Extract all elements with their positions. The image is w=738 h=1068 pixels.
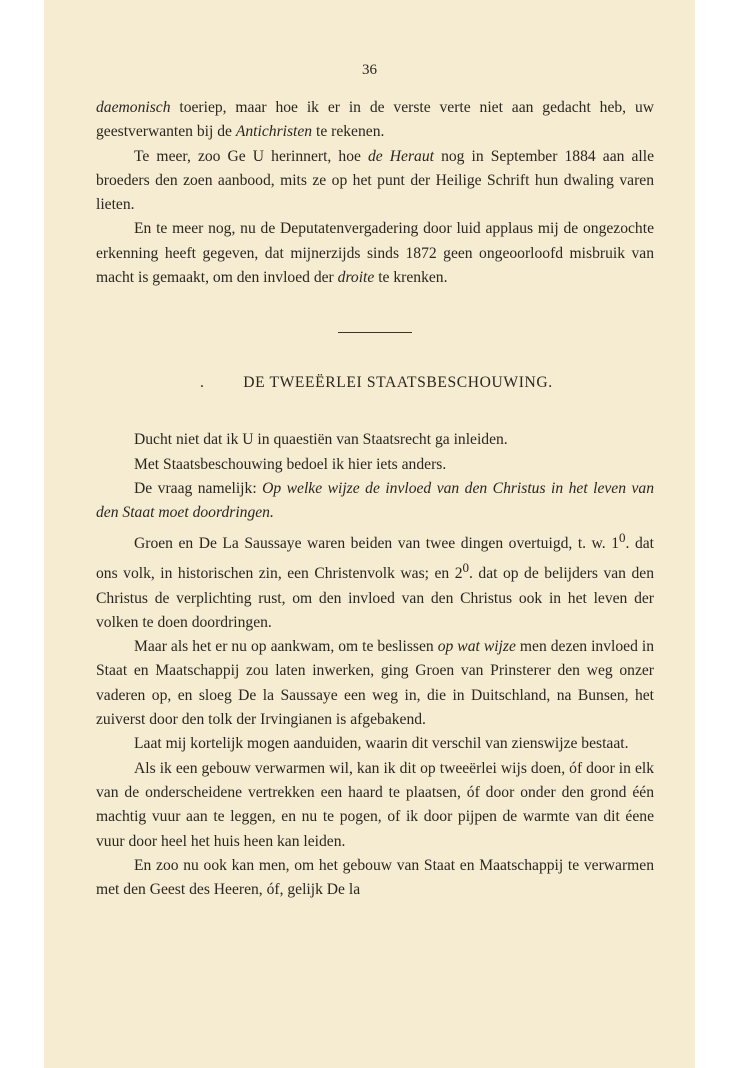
heading-title: DE TWEEËRLEI STAATSBESCHOUWING. <box>243 374 553 392</box>
text-run: nog in September 1884 aan alle broeders den zoen aanbood, mits ze op het punt der Heilige Schrift hun dwaling varen lieten. <box>96 147 654 214</box>
text-run: Te meer, zoo Ge U herinnert, hoe <box>134 147 368 165</box>
paragraph <box>96 145 654 218</box>
section-divider <box>338 332 412 333</box>
paragraph <box>96 635 654 732</box>
page-number: 36 <box>362 62 377 78</box>
text-run: toeriep, maar hoe ik er in de verste verte niet aan gedacht heb, uw geestverwanten bij de <box>96 99 654 141</box>
section-heading <box>96 371 654 395</box>
text-run: te rekenen. <box>312 123 385 141</box>
text-run: Groen en De La Saussaye waren beiden van twee dingen overtuigd, t. w. 1 <box>134 534 620 552</box>
italic-term: de Heraut <box>368 147 434 165</box>
text-run: . dat ons volk, in historischen zin, een Christenvolk was; en 2 <box>96 534 654 583</box>
paragraph <box>96 477 654 526</box>
italic-term: op wat wijze <box>437 638 516 656</box>
book-page <box>44 0 695 1068</box>
paragraph: Laat mij kortelijk mogen aanduiden, waarin dit verschil van zienswijze bestaat. <box>134 735 629 753</box>
italic-question: Op welke wijze de invloed van den Christus in het leven van den Staat moet doordringen. <box>96 479 655 522</box>
paragraph: Ducht niet dat ik U in quaestiën van Staatsrecht ga inleiden. <box>134 431 508 449</box>
text-run: . dat op de belijders van den Christus de verplichting rust, om den invloed van den Christus ook in het leven der volken te doen doordringen. <box>96 565 654 631</box>
text-run: De vraag namelijk: <box>134 479 263 497</box>
paragraph <box>96 217 654 290</box>
heading-dot: . <box>200 374 205 392</box>
superscript: 0 <box>462 560 470 576</box>
page-body <box>96 96 654 902</box>
text-run: En te meer nog, nu de Deputatenvergadering door luid applaus mij de ongezochte erkenning heeft gegeven, dat mijnerzijds sinds 1872 geen ongeoorloofd misbruik van macht is gemaakt, om den invloed der <box>96 220 654 287</box>
text-run: Maar als het er nu op aankwam, om te beslissen <box>134 638 438 656</box>
superscript: 0 <box>619 529 626 545</box>
text-run: men dezen invloed in Staat en Maatschappij zou laten inwerken, ging Groen van Prinsterer den weg onzer vaderen op, en sloeg De la Saussaye een weg in, die in Duitschland, na Bunsen, het zuiverst door den tolk der Irvingianen is afgebakend. <box>96 638 654 729</box>
paragraph: Met Staatsbeschouwing bedoel ik hier iets anders. <box>134 455 447 473</box>
italic-term: daemonisch <box>96 99 171 116</box>
paragraph <box>96 526 654 636</box>
paragraph: En zoo nu ook kan men, om het gebouw van Staat en Maatschappij te verwarmen met den Geest des Heeren, óf, gelijk De la <box>96 856 654 899</box>
text-run: te krenken. <box>374 269 448 287</box>
paragraph: Als ik een gebouw verwarmen wil, kan ik dit op tweeërlei wijs doen, óf door in elk van de onderscheidene vertrekken een haard te plaatsen, óf door onder den grond één machtig vuur aan te leggen, en nu te pogen, of ik door pijpen de warmte van dit éene vuur door heel het huis heen kan leiden. <box>96 759 654 850</box>
paragraph-continuation <box>96 96 654 145</box>
italic-term: droite <box>337 269 375 287</box>
italic-term: Antichristen <box>235 123 313 141</box>
